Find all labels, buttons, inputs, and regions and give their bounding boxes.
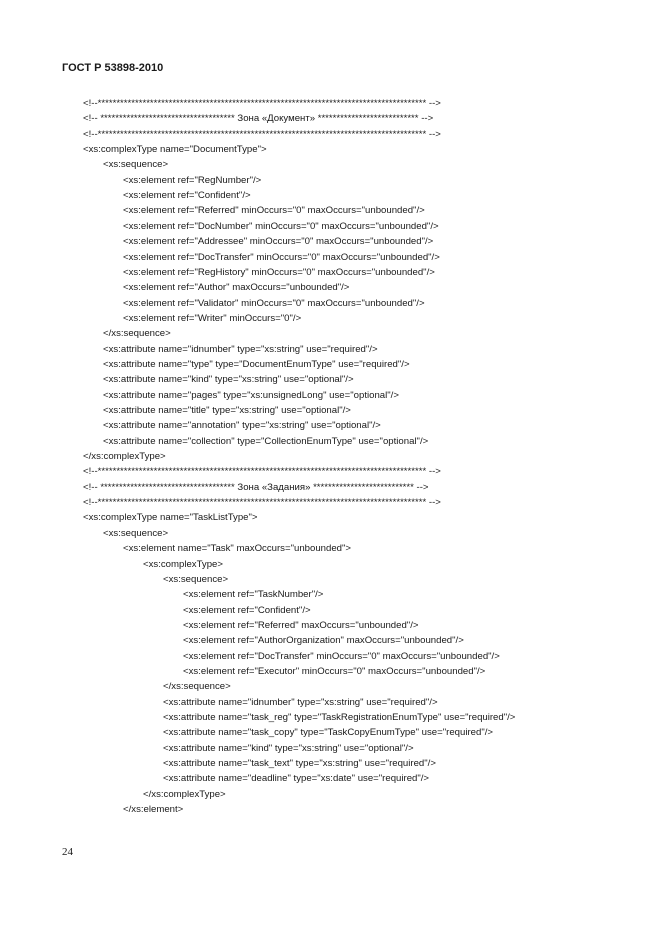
code-line: <xs:sequence> — [163, 573, 229, 585]
code-line: <xs:element ref="Confident"/> — [123, 190, 251, 202]
code-line: </xs:sequence> — [103, 328, 171, 340]
code-line: </xs:sequence> — [163, 681, 231, 693]
code-line: <!--**************************************************************************************** --> — [83, 466, 441, 478]
code-line: </xs:complexType> — [83, 451, 166, 463]
code-line: <xs:attribute name="deadline" type="xs:date" use="required"/> — [163, 773, 430, 785]
code-line: <!-- ************************************ Зона «Документ» *************************** --> — [83, 113, 434, 125]
code-line: <xs:complexType> — [143, 558, 223, 570]
code-line: <xs:element ref="Author" maxOccurs="unbounded"/> — [123, 282, 350, 294]
code-line: <!--**************************************************************************************** --> — [83, 497, 441, 509]
code-line: <xs:attribute name="type" type="DocumentEnumType" use="required"/> — [103, 358, 410, 370]
code-line: <xs:element ref="RegHistory" minOccurs="0" maxOccurs="unbounded"/> — [123, 266, 435, 278]
code-line: <xs:element ref="DocTransfer" minOccurs="0" maxOccurs="unbounded"/> — [123, 251, 440, 263]
code-line: <!--**************************************************************************************** --> — [83, 98, 441, 109]
code-line: <xs:element name="Task" maxOccurs="unbounded"> — [123, 543, 352, 555]
code-line: <xs:complexType name="DocumentType"> — [83, 144, 267, 156]
code-line: <xs:element ref="Referred" maxOccurs="unbounded"/> — [183, 619, 419, 631]
code-line: <xs:attribute name="pages" type="xs:unsignedLong" use="optional"/> — [103, 389, 399, 401]
code-line: <xs:element ref="Confident"/> — [183, 604, 311, 616]
code-line: <xs:sequence> — [103, 527, 169, 539]
code-line: <!--**************************************************************************************** --> — [83, 128, 441, 140]
code-line: <xs:element ref="RegNumber"/> — [123, 174, 262, 186]
code-line: <xs:attribute name="collection" type="CollectionEnumType" use="optional"/> — [103, 435, 429, 447]
code-line: <xs:element ref="Referred" minOccurs="0" maxOccurs="unbounded"/> — [123, 205, 425, 217]
code-line: <xs:attribute name="idnumber" type="xs:string" use="required"/> — [103, 343, 378, 355]
code-line: <!-- ************************************ Зона «Задания» *************************** --> — [83, 481, 429, 493]
page-number: 24 — [62, 846, 73, 858]
code-line: <xs:attribute name="task_text" type="xs:string" use="required"/> — [163, 758, 436, 770]
document-header: ГОСТ Р 53898-2010 — [62, 62, 164, 74]
code-line: <xs:attribute name="idnumber" type="xs:string" use="required"/> — [163, 696, 438, 708]
code-line: <xs:element ref="Validator" minOccurs="0" maxOccurs="unbounded"/> — [123, 297, 425, 309]
code-line: <xs:sequence> — [103, 159, 169, 171]
code-line: <xs:element ref="TaskNumber"/> — [183, 589, 324, 601]
code-line: <xs:attribute name="title" type="xs:string" use="optional"/> — [103, 405, 351, 416]
code-line: <xs:element ref="Writer" minOccurs="0"/> — [123, 312, 302, 324]
code-line: <xs:attribute name="annotation" type="xs:string" use="optional"/> — [103, 420, 381, 432]
code-line: <xs:element ref="DocNumber" minOccurs="0" maxOccurs="unbounded"/> — [123, 220, 439, 232]
code-line: <xs:attribute name="kind" type="xs:string" use="optional"/> — [163, 742, 414, 754]
code-line: </xs:element> — [123, 804, 184, 816]
code-line: <xs:element ref="DocTransfer" minOccurs="0" maxOccurs="unbounded"/> — [183, 650, 500, 662]
code-line: <xs:attribute name="task_copy" type="TaskCopyEnumType" use="required"/> — [163, 727, 494, 739]
code-line: <xs:element ref="AuthorOrganization" maxOccurs="unbounded"/> — [183, 635, 464, 647]
code-line: <xs:element ref="Executor" minOccurs="0" maxOccurs="unbounded"/> — [183, 665, 486, 677]
code-line: <xs:element ref="Addressee" minOccurs="0" maxOccurs="unbounded"/> — [123, 236, 434, 248]
code-line: <xs:complexType name="TaskListType"> — [83, 512, 258, 524]
code-line: <xs:attribute name="task_reg" type="TaskRegistrationEnumType" use="required"/> — [163, 712, 516, 723]
code-line: </xs:complexType> — [143, 788, 226, 800]
code-line: <xs:attribute name="kind" type="xs:string" use="optional"/> — [103, 374, 354, 386]
